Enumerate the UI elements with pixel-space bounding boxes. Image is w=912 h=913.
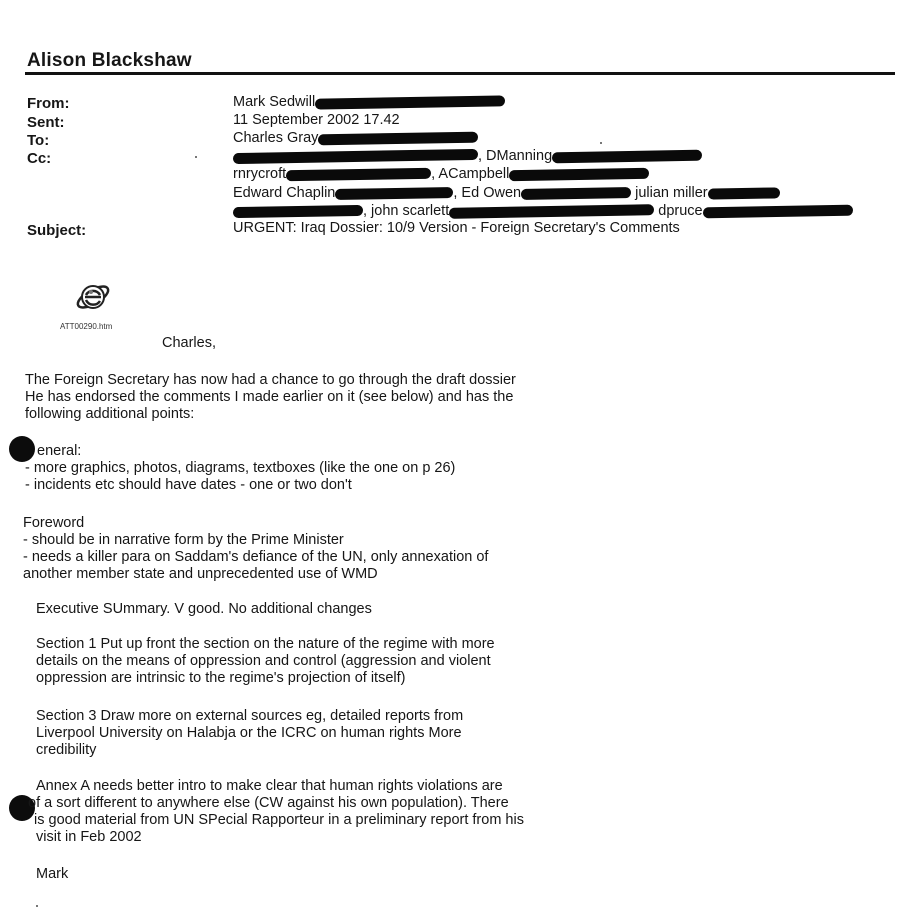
text-line: The Foreign Secretary has now had a chance to go through the draft dossier [25, 372, 516, 388]
subject-value: URGENT: Iraq Dossier: 10/9 Version - Foreign Secretary's Comments [233, 220, 680, 236]
text-line: - should be in narrative form by the Prime Minister [23, 532, 344, 548]
attachment-filename: ATT00290.htm [60, 322, 113, 331]
cc-recipient: , john scarlett [363, 203, 450, 219]
section-1-paragraph [36, 636, 495, 687]
redaction-mark [233, 149, 478, 164]
redaction-mark [521, 187, 631, 200]
greeting: Charles, [162, 335, 216, 351]
redaction-mark [315, 95, 505, 109]
cc-recipient: dpruce [654, 203, 703, 219]
redaction-mark [335, 187, 453, 200]
text-line: of a sort different to anywhere else (CW against his own population). There [28, 795, 509, 811]
text-line: Section 3 Draw more on external sources eg, detailed reports from [36, 708, 464, 724]
text-line: following additional points: [25, 406, 195, 422]
sent-value: 11 September 2002 17.42 [233, 112, 400, 128]
text-line: another member state and unprecedented use of WMD [23, 566, 378, 582]
text-line: Section 1 Put up front the section on the nature of the regime with more [36, 636, 495, 652]
foreword-section [23, 515, 488, 583]
redaction-mark [552, 149, 702, 163]
section-3-paragraph [36, 708, 463, 759]
text-line: - needs a killer para on Saddam's defiance of the UN, only annexation of [23, 549, 489, 565]
mailbox-owner-name: Alison Blackshaw [27, 50, 192, 71]
header-divider [25, 72, 895, 75]
from-name: Mark Sedwill [233, 94, 316, 110]
text-line: - more graphics, photos, diagrams, textboxes (like the one on p 26) [25, 460, 456, 476]
redaction-mark [708, 187, 780, 199]
text-line: He has endorsed the comments I made earlier on it (see below) and has the [25, 389, 514, 405]
cc-label: Cc: [27, 150, 52, 167]
cc-line-1 [233, 148, 702, 164]
cc-line-2 [233, 166, 649, 182]
executive-summary-line: Executive SUmmary. V good. No additional changes [36, 601, 372, 617]
scan-speck [600, 142, 602, 144]
redaction-mark [286, 167, 431, 181]
redaction-mark [449, 204, 654, 219]
cc-line-4 [233, 203, 853, 219]
annex-a-paragraph [28, 778, 524, 846]
cc-recipient: , Ed Owen [453, 185, 522, 201]
to-name: Charles Gray [233, 130, 319, 146]
text-line: Liverpool University on Halabja or the ICRC on human rights More [36, 725, 462, 741]
cc-recipient: julian miller [631, 185, 708, 201]
scan-speck [195, 156, 197, 158]
text-line: details on the means of oppression and control (aggression and violent [36, 653, 491, 669]
signoff: Mark [36, 866, 69, 882]
redaction-mark [318, 131, 478, 145]
cc-recipient: rnrycroft [233, 166, 287, 182]
text-line: Annex A needs better intro to make clear that human rights violations are [36, 778, 503, 794]
text-line: is good material from UN SPecial Rapporteur in a preliminary report from his [34, 812, 524, 828]
general-section [25, 443, 455, 494]
from-label: From: [27, 95, 70, 112]
to-value [233, 130, 478, 146]
internet-explorer-icon [72, 275, 114, 317]
from-value [233, 94, 505, 110]
text-line: Foreword [23, 515, 85, 531]
cc-recipient: , DManning [478, 148, 553, 164]
redaction-mark [703, 204, 853, 218]
cc-recipient: , ACampbell [431, 166, 510, 182]
text-line: eneral: [37, 443, 82, 459]
cc-line-3 [233, 185, 780, 201]
text-line: credibility [36, 742, 97, 758]
sent-label: Sent: [27, 114, 65, 131]
redaction-mark [233, 205, 363, 218]
scan-speck [36, 905, 38, 907]
subject-label: Subject: [27, 222, 87, 239]
intro-paragraph [25, 372, 516, 423]
to-label: To: [27, 132, 50, 149]
redaction-mark [509, 167, 649, 180]
text-line: oppression are intrinsic to the regime's projection of itself) [36, 670, 406, 686]
text-line: visit in Feb 2002 [36, 829, 142, 845]
text-line: - incidents etc should have dates - one or two don't [25, 477, 352, 493]
cc-recipient: Edward Chaplin [233, 185, 336, 201]
